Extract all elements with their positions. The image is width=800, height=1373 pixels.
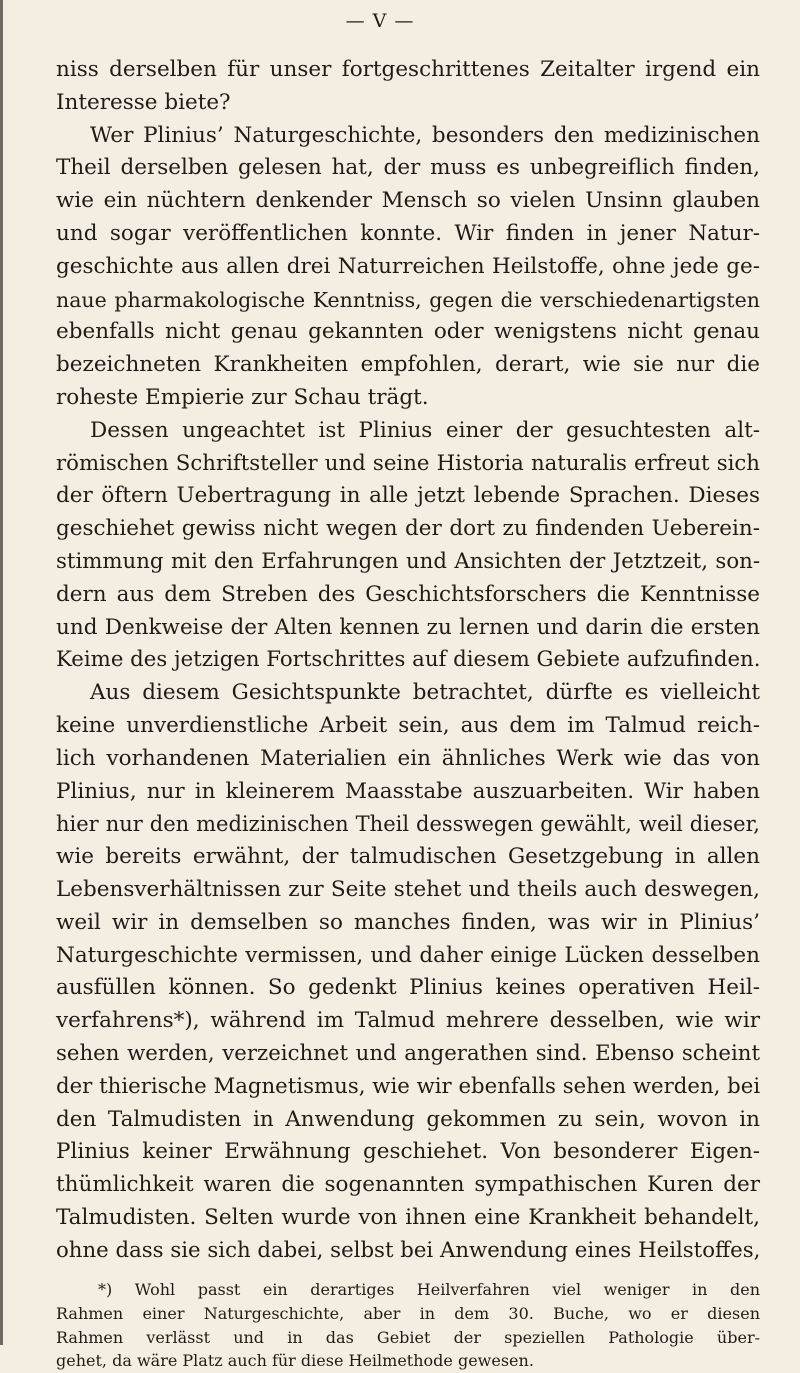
text-line: roheste Empierie zur Schau trägt. [56, 384, 429, 410]
text-line: Talmudisten. Selten wurde von ihnen eine Krankheit behandelt, [56, 1204, 760, 1230]
text-line: der thierische Magnetismus, wie wir ebenfalls sehen werden, bei [56, 1073, 761, 1099]
text-line: wie bereits erwähnt, der talmudischen Gesetzgebung in allen [56, 844, 760, 870]
text-line: weil wir in demselben so manches finden, was wir in Plinius’ [56, 909, 760, 935]
text-line: ausfüllen können. So gedenkt Plinius keines operativen Heil- [56, 975, 760, 1001]
text-line: Theil derselben gelesen hat, der muss es unbegreiflich finden, [56, 155, 760, 181]
footnote-line: Rahmen einer Naturgeschichte, aber in dem 30. Buche, wo er diesen [56, 1304, 760, 1324]
text-line: Keime des jetzigen Fortschrittes auf diesem Gebiete aufzufinden. [56, 647, 761, 673]
text-line: Aus diesem Gesichtspunkte betrachtet, dürfte es vielleicht [90, 680, 760, 706]
text-line: bezeichneten Krankheiten empfohlen, derart, wie sie nur die [56, 352, 760, 378]
text-line: niss derselben für unser fortgeschrittenes Zeitalter irgend ein [56, 57, 760, 82]
text-line: den Talmudisten in Anwendung gekommen zu sein, wovon in [56, 1106, 760, 1132]
text-line: ebenfalls nicht genau gekannten oder wenigstens nicht genau [56, 319, 760, 345]
text-line: dern aus dem Streben des Geschichtsforschers die Kenntnisse [56, 581, 760, 607]
text-line: Naturgeschichte vermissen, und daher einige Lücken desselben [56, 942, 760, 968]
text-line: geschichte aus allen drei Naturreichen Heilstoffe, ohne jede ge- [56, 253, 760, 279]
text-line: Plinius, nur in kleinerem Maasstabe auszuarbeiten. Wir haben [56, 778, 760, 804]
footnote-line: Rahmen verlässt und in das Gebiet der speziellen Pathologie über- [56, 1327, 760, 1347]
text-line: lich vorhandenen Materialien ein ähnliches Werk wie das von [56, 745, 760, 771]
text-line: Dessen ungeachtet ist Plinius einer der gesuchtesten alt- [90, 417, 760, 443]
text-line: wie ein nüchtern denkender Mensch so vielen Unsinn glauben [56, 188, 760, 214]
page-edge-shadow [0, 0, 3, 1345]
text-line: naue pharmakologische Kenntniss, gegen die verschiedenartigsten [56, 287, 760, 312]
footnote-line: *) Wohl passt ein derartiges Heilverfahren viel weniger in den [98, 1280, 760, 1300]
main-text [56, 54, 760, 1373]
text-line: Wer Plinius’ Naturgeschichte, besonders den medizinischen [90, 122, 760, 148]
text-line: Plinius keiner Erwähnung geschiehet. Von besonderer Eigen- [56, 1139, 760, 1165]
text-line: der öftern Uebertragung in alle jetzt lebende Sprachen. Dieses [56, 483, 760, 509]
text-line: und sogar veröffentlichen konnte. Wir finden in jener Natur- [56, 220, 760, 246]
page-number: — V — [345, 10, 415, 32]
text-line: keine unverdienstliche Arbeit sein, aus dem im Talmud reich- [56, 712, 760, 738]
text-line: thümlichkeit waren die sogenannten sympathischen Kuren der [56, 1172, 760, 1198]
text-line: hier nur den medizinischen Theil desswegen gewählt, weil dieser, [56, 812, 760, 837]
text-line: römischen Schriftsteller und seine Historia naturalis erfreut sich [56, 450, 760, 476]
text-line: ohne dass sie sich dabei, selbst bei Anwendung eines Heilstoffes, [56, 1237, 761, 1263]
text-line: Lebensverhältnissen zur Seite stehet und theils auch deswegen, [56, 876, 760, 902]
text-line: Interesse biete? [56, 89, 231, 115]
footnote-line: gehet, da wäre Platz auch für diese Heilmethode gewesen. [56, 1351, 534, 1371]
text-line: verfahrens*), während im Talmud mehrere desselben, wie wir [56, 1008, 760, 1034]
text-line: geschiehet gewiss nicht wegen der dort zu findenden Ueberein- [56, 516, 760, 542]
text-line: und Denkweise der Alten kennen zu lernen und darin die ersten [56, 614, 760, 640]
text-line: sehen werden, verzeichnet und angerathen sind. Ebenso scheint [56, 1040, 760, 1066]
text-line: stimmung mit den Erfahrungen und Ansichten der Jetztzeit, son- [56, 548, 760, 574]
